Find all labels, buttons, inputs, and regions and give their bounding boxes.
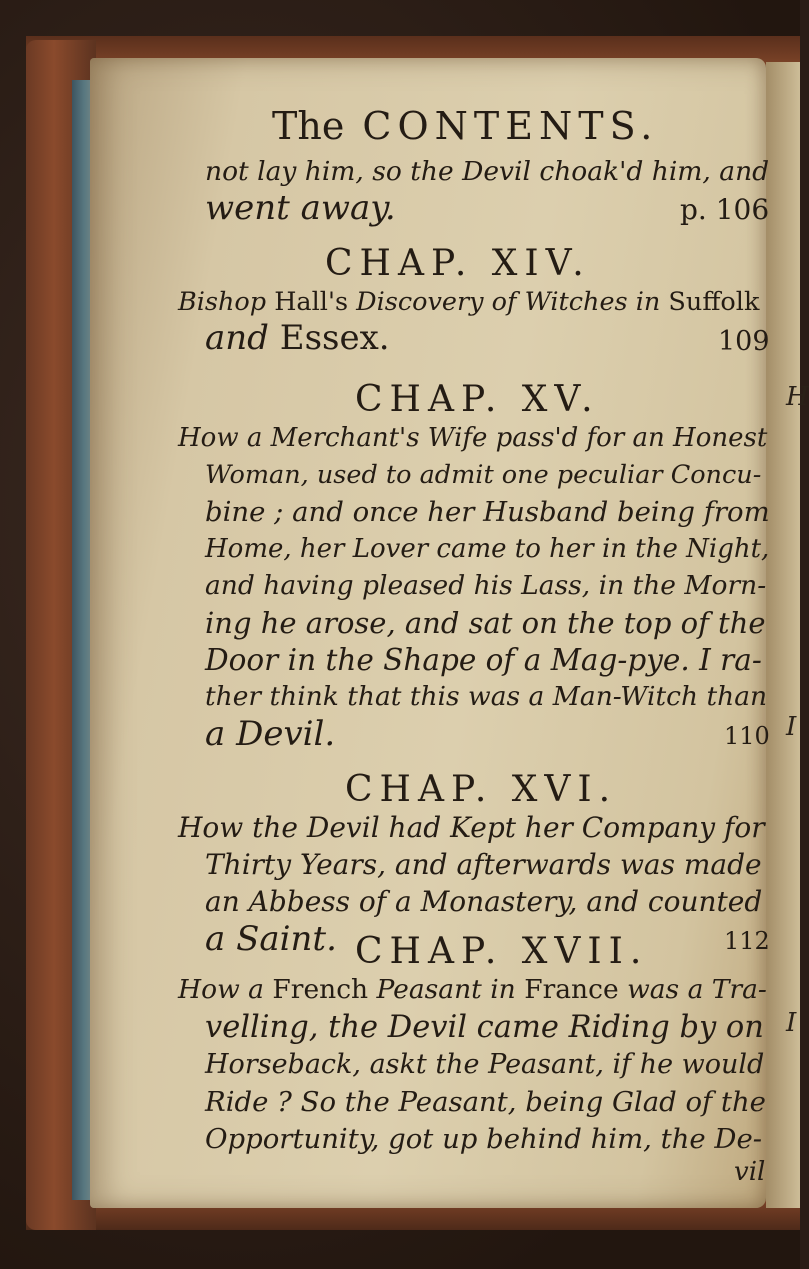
page-number: 109	[718, 326, 770, 357]
chapter-heading: CHAP. XV.	[355, 379, 600, 420]
entry-line: velling, the Devil came Riding by on	[205, 1010, 764, 1045]
facing-page-letter: I	[786, 712, 797, 742]
text-run: Discovery of Witches in	[356, 287, 669, 317]
entry-line: How the Devil had Kept her Company for	[178, 811, 765, 844]
text-run: Suffolk	[668, 287, 760, 317]
entry-line: Door in the Shape of a Mag-pye. I ra-	[205, 643, 762, 677]
header-the: The	[272, 104, 345, 148]
chapter-heading: CHAP. XVII.	[355, 931, 649, 972]
page-number: 112	[724, 927, 770, 955]
text-run: France	[524, 974, 628, 1005]
entry-line: Thirty Years, and afterwards was made	[205, 848, 762, 881]
text-run: French	[272, 974, 377, 1005]
entry-line: vil	[734, 1157, 766, 1187]
text-run: Hall's	[266, 287, 357, 317]
entry-line: Home, her Lover came to her in the Night,	[205, 534, 770, 564]
running-header	[272, 106, 658, 146]
entry-line	[178, 282, 759, 322]
text-run: How a	[178, 974, 273, 1005]
entry-line	[205, 318, 390, 358]
text-run: and	[205, 318, 280, 358]
chapter-heading: CHAP. XIV.	[325, 243, 591, 284]
text-run: Peasant in	[376, 974, 525, 1005]
entry-line: a Saint.	[205, 919, 337, 959]
entry-line: ther think that this was a Man-Witch than	[205, 681, 768, 712]
header-contents: CONTENTS.	[362, 104, 659, 148]
entry-line: ing he arose, and sat on the top of the	[205, 606, 766, 640]
entry-line: not lay him, so the Devil choak'd him, and	[205, 156, 770, 187]
entry-line: Horseback, askt the Peasant, if he would	[205, 1049, 765, 1080]
facing-page-letter: H	[786, 382, 809, 412]
chapter-heading: CHAP. XVI.	[345, 769, 618, 810]
entry-line: Ride ? So the Peasant, being Glad of the	[205, 1086, 766, 1118]
entry-line: and having pleased his Lass, in the Morn-	[205, 570, 767, 601]
entry-line: a Devil.	[205, 714, 336, 754]
entry-line: Opportunity, got up behind him, the De-	[205, 1123, 763, 1155]
entry-line	[178, 970, 767, 1010]
entry-line: went away.	[205, 188, 396, 228]
entry-line: bine ; and once her Husband being from	[205, 496, 770, 528]
entry-line: Woman, used to admit one peculiar Concu-	[205, 460, 762, 490]
entry-line: an Abbess of a Monastery, and counted	[205, 885, 763, 918]
page-number: 110	[724, 722, 770, 750]
entry-line: How a Merchant's Wife pass'd for an Honest	[178, 423, 768, 453]
text-run: Essex.	[279, 318, 390, 358]
text-run: was a Tra-	[627, 974, 767, 1005]
page-number: p. 106	[680, 193, 770, 226]
text-run: Bishop	[178, 287, 267, 317]
facing-page-letter: I	[786, 1008, 797, 1038]
